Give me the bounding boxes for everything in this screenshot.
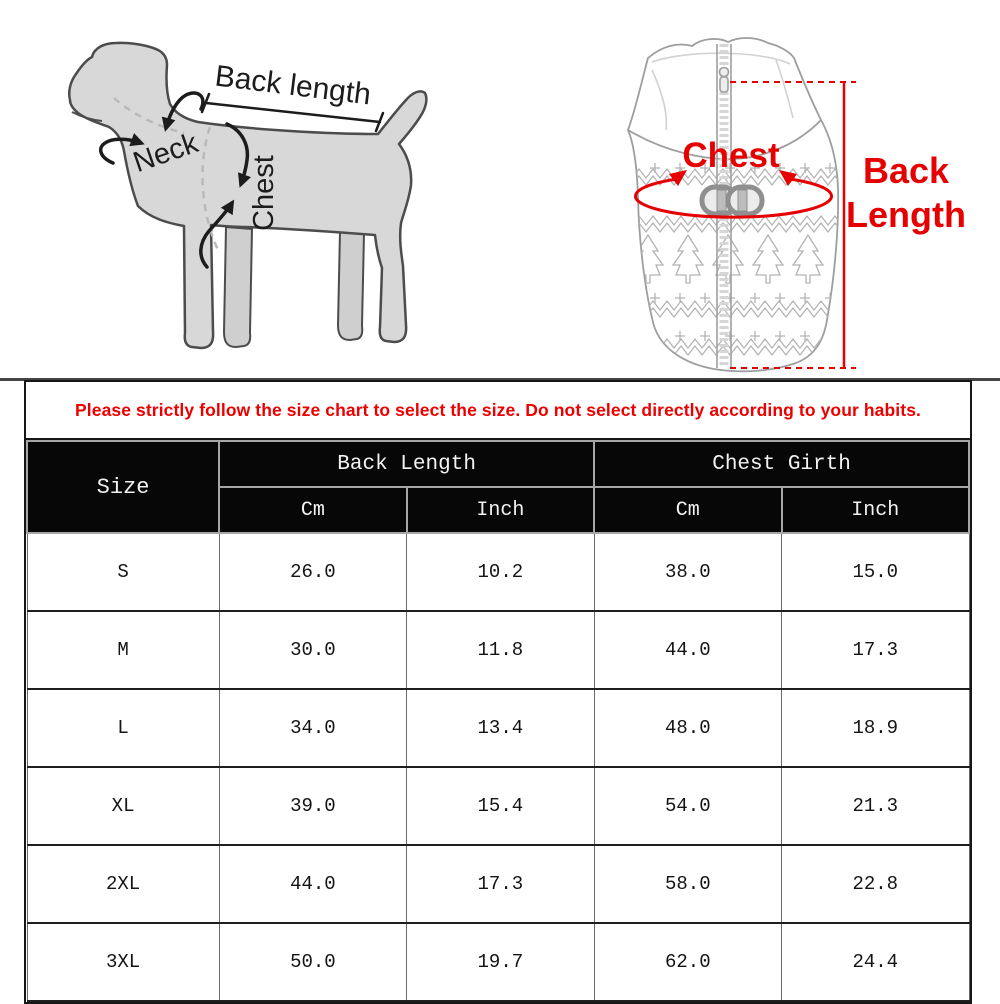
cell-size: L [27, 689, 219, 767]
table-row-2xl [27, 845, 969, 923]
measurement-diagrams [0, 0, 1000, 380]
vest-back-length-label-line2: Length [846, 194, 966, 235]
zipper-slider-icon [720, 77, 728, 92]
cell-back-cm: 39.0 [219, 767, 406, 845]
dog-far-front-leg [224, 227, 252, 347]
zipper-pull-icon [720, 68, 729, 77]
cell-size: 3XL [27, 923, 219, 1001]
header-back-length: Back Length [219, 441, 594, 487]
table-row-m [27, 611, 969, 689]
cell-size: M [27, 611, 219, 689]
size-chart-table-box [24, 380, 972, 1004]
cell-back-inch: 10.2 [407, 533, 594, 611]
size-notice-text: Please strictly follow the size chart to select the size. Do not select directly according to your habits. [75, 399, 921, 420]
vest-chest-label: Chest [682, 136, 780, 175]
cell-back-inch: 19.7 [407, 923, 594, 1001]
cell-chest-inch: 24.4 [782, 923, 969, 1001]
header-chest-inch: Inch [782, 487, 969, 533]
cell-back-inch: 11.8 [407, 611, 594, 689]
size-notice-row [26, 382, 970, 440]
cell-chest-inch: 22.8 [782, 845, 969, 923]
header-back-inch: Inch [407, 487, 594, 533]
dog-measurement-diagram [0, 0, 500, 380]
cell-back-cm: 44.0 [219, 845, 406, 923]
cell-back-cm: 34.0 [219, 689, 406, 767]
cell-back-inch: 15.4 [407, 767, 594, 845]
cell-chest-cm: 54.0 [594, 767, 781, 845]
cell-chest-cm: 62.0 [594, 923, 781, 1001]
d-ring-icon [702, 187, 762, 214]
cell-back-cm: 30.0 [219, 611, 406, 689]
cell-size: S [27, 533, 219, 611]
table-row-xl [27, 767, 969, 845]
header-chest-girth: Chest Girth [594, 441, 969, 487]
cell-chest-cm: 44.0 [594, 611, 781, 689]
dog-far-rear-leg [338, 231, 364, 340]
table-row-l [27, 689, 969, 767]
header-back-cm: Cm [219, 487, 406, 533]
cell-back-inch: 13.4 [407, 689, 594, 767]
header-size: Size [27, 441, 219, 533]
cell-chest-inch: 15.0 [782, 533, 969, 611]
cell-chest-inch: 18.9 [782, 689, 969, 767]
cell-back-cm: 50.0 [219, 923, 406, 1001]
vest-measurement-diagram [590, 20, 1000, 380]
cell-chest-cm: 38.0 [594, 533, 781, 611]
cell-chest-inch: 21.3 [782, 767, 969, 845]
header-chest-cm: Cm [594, 487, 781, 533]
size-table [26, 440, 970, 1002]
cell-size: XL [27, 767, 219, 845]
cell-chest-inch: 17.3 [782, 611, 969, 689]
cell-chest-cm: 48.0 [594, 689, 781, 767]
cell-back-inch: 17.3 [407, 845, 594, 923]
dog-chest-label: Chest [248, 155, 280, 231]
table-row-s [27, 533, 969, 611]
dog-back-length-label: Back length [213, 59, 373, 112]
dog-neck-label: Neck [129, 127, 203, 179]
cell-chest-cm: 58.0 [594, 845, 781, 923]
vest-back-length-label-line1: Back [862, 150, 950, 191]
cell-back-cm: 26.0 [219, 533, 406, 611]
table-row-3xl [27, 923, 969, 1001]
cell-size: 2XL [27, 845, 219, 923]
